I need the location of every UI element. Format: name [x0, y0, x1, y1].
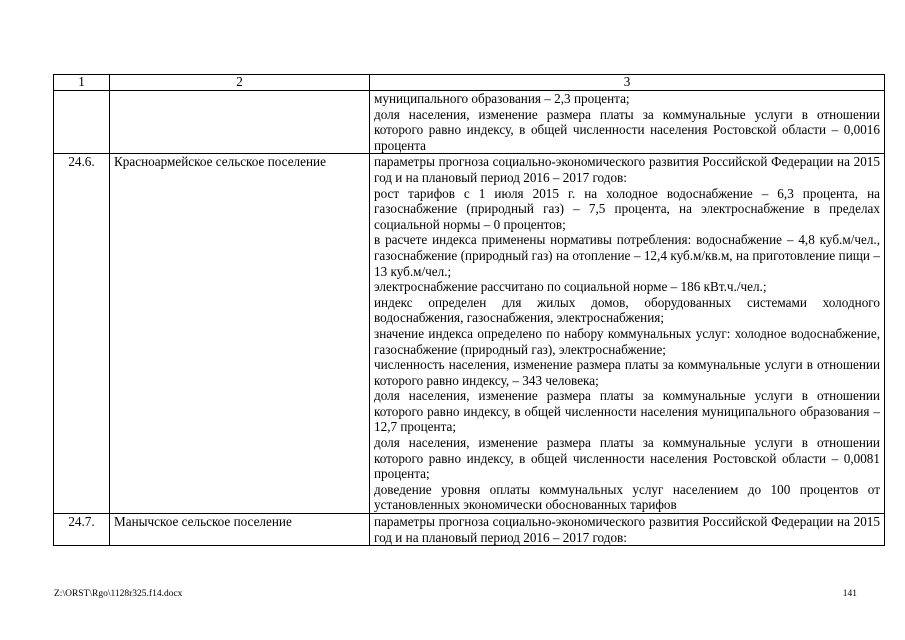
- parameter-paragraph: индекс определен для жилых домов, оборудованных системами холодного водоснабжения, газоснабжения, электроснабжения;: [374, 294, 880, 326]
- parameters-cell: [370, 154, 885, 514]
- row-number: 24.7.: [54, 514, 110, 546]
- parameter-paragraph: рост тарифов с 1 июля 2015 г. на холодное водоснабжение – 6,3 процента, на газоснабжение (природный газ) – 7,5 процента, на электроснабжение в пределах социальной нормы – 0 процентов;: [374, 185, 880, 232]
- parameter-paragraph: параметры прогноза социально-экономического развития Российской Федерации на 2015 год и на плановый период 2016 – 2017 годов:: [374, 514, 880, 545]
- settlement-name: [110, 91, 370, 154]
- parameter-paragraph: численность населения, изменение размера платы за коммунальные услуги в отношении которого равно индексу, – 343 человека;: [374, 357, 880, 388]
- parameters-cell: [370, 91, 885, 154]
- page-number: 141: [842, 589, 857, 599]
- parameter-paragraph: значение индекса определено по набору коммунальных услуг: холодное водоснабжение, газоснабжение (природный газ), электроснабжение;: [374, 325, 880, 357]
- parameter-paragraph: электроснабжение рассчитано по социальной норме – 186 кВт.ч./чел.;: [374, 279, 767, 295]
- parameter-paragraph: доля населения, изменение размера платы за коммунальные услуги в отношении которого равно индексу, в общей численности населения Ростовской области – 0,0081 процента;: [374, 435, 880, 482]
- table-row: [54, 154, 885, 514]
- column-number-3: 3: [370, 75, 885, 91]
- row-number: [54, 91, 110, 154]
- parameter-paragraph: в расчете индекса применены нормативы потребления: водоснабжение – 4,8 куб.м/чел., газоснабжение (природный газ) на отопление – 12,4 куб.м/кв.м, на приготовление пищи – 13 куб.м/чел.;: [374, 232, 880, 279]
- parameter-paragraph: доля населения, изменение размера платы за коммунальные услуги в отношении которого равно индексу, в общей численности населения муниципального образования – 12,7 процента;: [374, 388, 880, 435]
- row-number: 24.6.: [54, 154, 110, 514]
- footer-file-path: Z:\ORST\Rgo\1128r325.f14.docx: [54, 589, 183, 599]
- table-body: [54, 91, 885, 546]
- column-number-2: 2: [110, 75, 370, 91]
- document-table: [53, 74, 885, 546]
- table-row: [54, 514, 885, 546]
- parameter-paragraph: доведение уровня оплаты коммунальных услуг населением до 100 процентов от установленных экономически обоснованных тарифов: [374, 481, 880, 513]
- parameters-cell: [370, 514, 885, 546]
- parameter-paragraph: параметры прогноза социально-экономического развития Российской Федерации на 2015 год и на плановый период 2016 – 2017 годов:: [374, 154, 880, 185]
- table-row: [54, 91, 885, 154]
- column-number-row: [54, 75, 885, 91]
- parameter-paragraph: муниципального образования – 2,3 процента;: [374, 91, 630, 106]
- settlement-name: Красноармейское сельское поселение: [110, 154, 370, 514]
- parameter-paragraph: доля населения, изменение размера платы за коммунальные услуги в отношении которого равно индексу, в общей численности населения Ростовской области – 0,0016 процента: [374, 106, 880, 153]
- settlement-name: Манычское сельское поселение: [110, 514, 370, 546]
- column-number-1: 1: [54, 75, 110, 91]
